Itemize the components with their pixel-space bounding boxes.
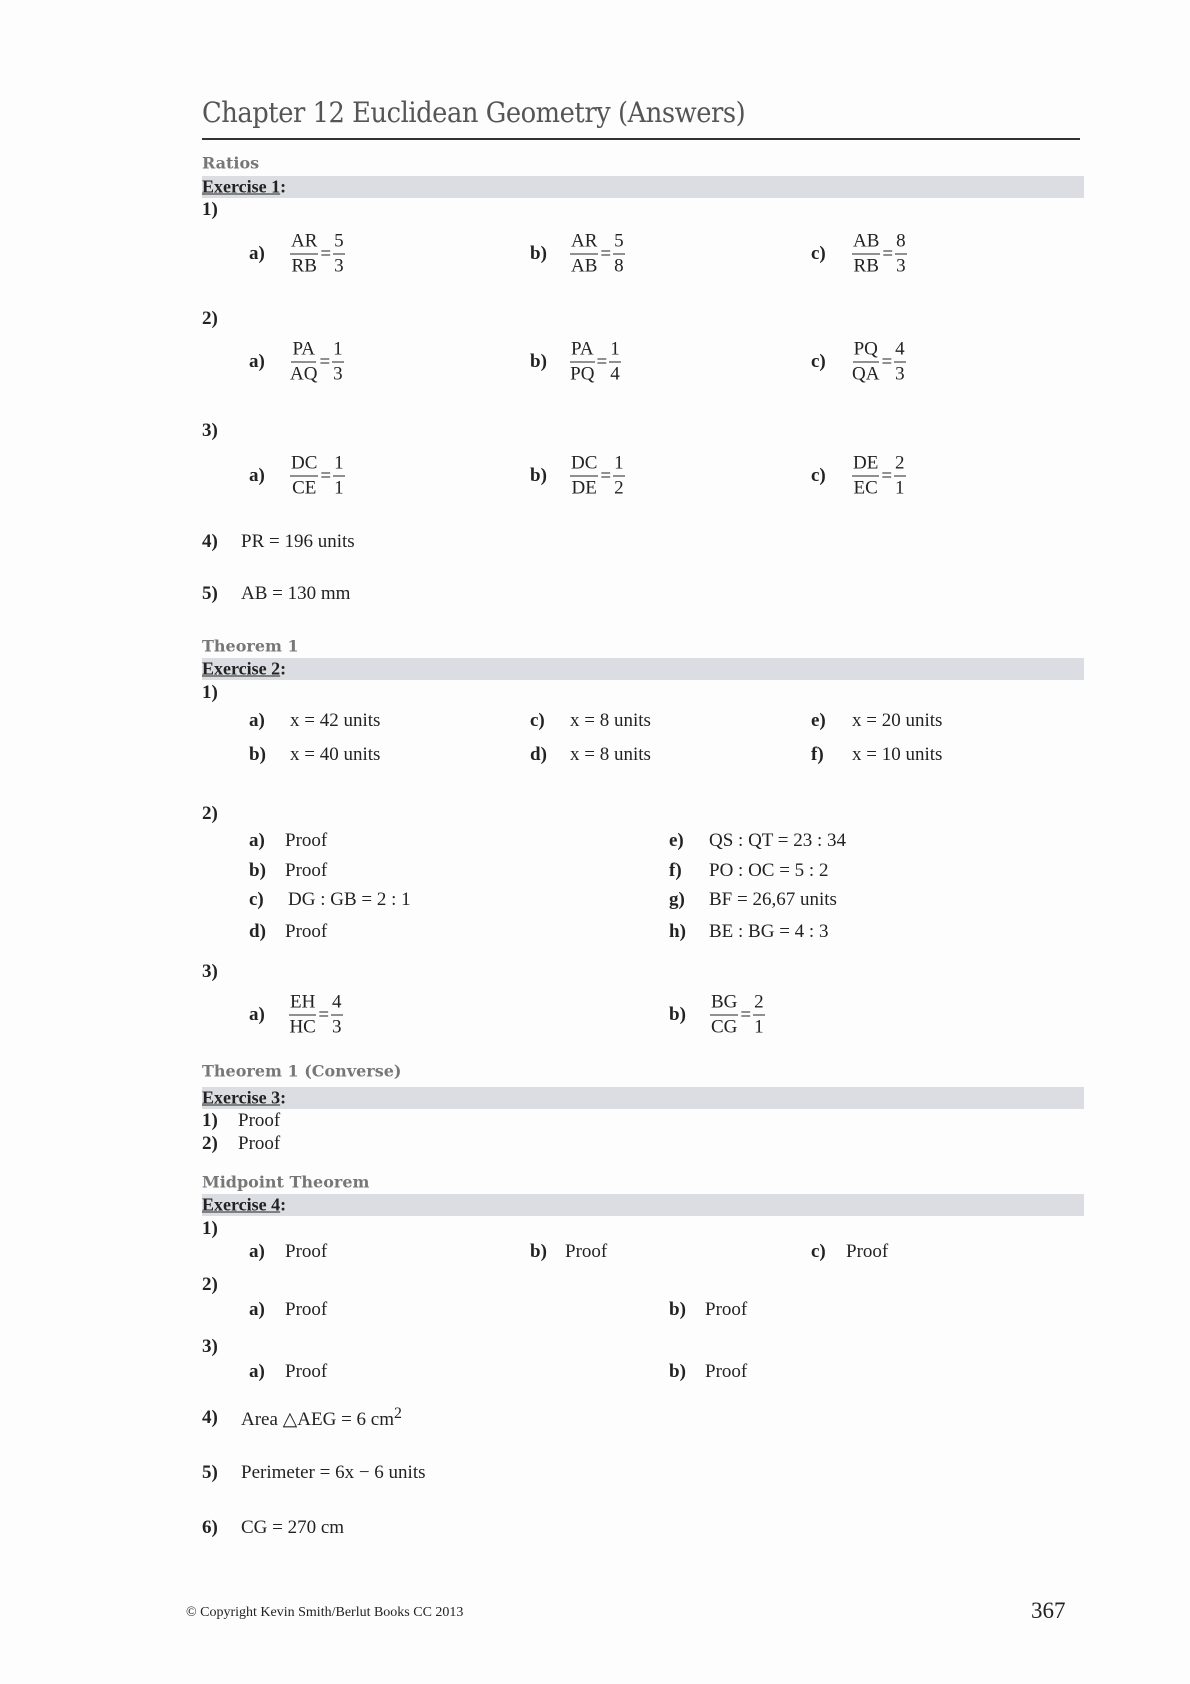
answer-text: Proof: [705, 1299, 748, 1320]
answer-main: Area △AEG = 6 cm: [241, 1409, 395, 1431]
answer-label: d): [530, 744, 547, 765]
fraction-equation: [852, 338, 906, 387]
exercise-title: Exercise 3: [202, 1087, 281, 1108]
fraction-equation: [570, 338, 621, 387]
denominator: QA: [852, 363, 880, 385]
answer-text: Proof: [285, 1241, 328, 1262]
ratio-fraction: [852, 230, 880, 279]
question-number: 2): [202, 308, 218, 329]
ratio-fraction: [570, 452, 598, 501]
answer-text: Perimeter = 6x − 6 units: [241, 1462, 426, 1483]
ratio-fraction: [290, 452, 318, 501]
denominator: 2: [614, 477, 624, 499]
answer-label: b): [530, 243, 547, 264]
answer-label: c): [811, 465, 826, 486]
question-number: 1): [202, 1110, 218, 1131]
answer-text: Proof: [238, 1110, 281, 1131]
numerator: EH: [289, 991, 316, 1016]
answer-text: DG : GB = 2 : 1: [288, 889, 411, 910]
answer-label: g): [669, 889, 685, 910]
equals-sign: =: [600, 243, 612, 264]
answer-text: Proof: [285, 830, 328, 851]
question-number: 1): [202, 682, 218, 703]
answer-text: CG = 270 cm: [241, 1517, 345, 1538]
exercise-bar: [202, 1087, 1084, 1109]
denominator: 3: [334, 255, 344, 277]
question-number: 2): [202, 1133, 218, 1154]
ratio-fraction: [710, 991, 738, 1040]
numerator: 4: [331, 991, 343, 1016]
colon: :: [280, 176, 287, 197]
section-heading-ratios: Ratios: [202, 153, 260, 173]
numerator: 5: [613, 230, 625, 255]
question-number: 1): [202, 1218, 218, 1239]
value-fraction: [894, 338, 906, 387]
equals-sign: =: [740, 1004, 752, 1025]
superscript: 2: [394, 1404, 402, 1422]
fraction-equation: [290, 452, 345, 501]
page-title: Chapter 12 Euclidean Geometry (Answers): [202, 96, 746, 129]
numerator: DE: [852, 452, 879, 477]
value-fraction: [895, 230, 907, 279]
section-heading-midpoint: Midpoint Theorem: [202, 1172, 370, 1192]
numerator: DC: [570, 452, 598, 477]
numerator: 2: [894, 452, 906, 477]
answer-text: BE : BG = 4 : 3: [709, 921, 829, 942]
answer-text: [241, 1405, 402, 1431]
colon: :: [280, 1087, 287, 1108]
fraction-equation: [852, 230, 907, 279]
fraction-equation: [570, 230, 625, 279]
question-number: 4): [202, 531, 218, 552]
denominator: 1: [895, 477, 905, 499]
denominator: 1: [334, 477, 344, 499]
title-rule: [202, 138, 1080, 140]
answer-label: a): [249, 1241, 265, 1262]
ratio-fraction: [290, 230, 318, 279]
exercise-title: Exercise 1: [202, 176, 281, 197]
answer-label: a): [249, 710, 265, 731]
ratio-fraction: [289, 991, 316, 1040]
denominator: RB: [291, 255, 317, 277]
denominator: 1: [754, 1016, 764, 1038]
question-number: 5): [202, 583, 218, 604]
denominator: EC: [853, 477, 878, 499]
answer-label: h): [669, 921, 686, 942]
answer-text: AB = 130 mm: [241, 583, 351, 604]
answer-text: x = 42 units: [290, 710, 381, 731]
answer-text: x = 8 units: [570, 744, 651, 765]
numerator: PQ: [853, 338, 879, 363]
equals-sign: =: [320, 243, 332, 264]
equals-sign: =: [596, 351, 608, 372]
value-fraction: [894, 452, 906, 501]
answer-label: a): [249, 465, 265, 486]
ratio-fraction: [570, 230, 598, 279]
ratio-fraction: [852, 338, 879, 387]
answer-label: c): [530, 710, 545, 731]
denominator: AB: [571, 255, 598, 277]
answer-text: BF = 26,67 units: [709, 889, 837, 910]
answer-label: b): [249, 860, 266, 881]
numerator: PA: [291, 338, 316, 363]
question-number: 3): [202, 961, 218, 982]
section-heading-theorem-1: Theorem 1: [202, 636, 299, 656]
exercise-3-heading: [202, 1088, 286, 1109]
numerator: 4: [894, 338, 906, 363]
answer-text: Proof: [285, 1361, 328, 1382]
numerator: 1: [333, 452, 345, 477]
numerator: 8: [895, 230, 907, 255]
copyright-footer: © Copyright Kevin Smith/Berlut Books CC 2013: [186, 1605, 464, 1620]
answer-text: PR = 196 units: [241, 531, 355, 552]
question-number: 3): [202, 1336, 218, 1357]
numerator: 1: [613, 452, 625, 477]
numerator: 1: [332, 338, 344, 363]
numerator: 5: [333, 230, 345, 255]
denominator: 3: [896, 255, 906, 277]
section-heading-converse: Theorem 1 (Converse): [202, 1061, 402, 1081]
numerator: 1: [609, 338, 621, 363]
answer-text: Proof: [565, 1241, 608, 1262]
answer-label: c): [811, 1241, 826, 1262]
value-fraction: [333, 230, 345, 279]
answer-label: c): [811, 351, 826, 372]
denominator: DE: [571, 477, 597, 499]
denominator: 8: [614, 255, 624, 277]
fraction-equation: [710, 991, 765, 1040]
denominator: RB: [853, 255, 879, 277]
answer-label: a): [249, 1299, 265, 1320]
ratio-fraction: [852, 452, 879, 501]
numerator: AR: [570, 230, 598, 255]
ratio-fraction: [570, 338, 595, 387]
answer-label: a): [249, 351, 265, 372]
answer-text: Proof: [238, 1133, 281, 1154]
value-fraction: [332, 338, 344, 387]
exercise-title: Exercise 2: [202, 658, 281, 679]
denominator: HC: [289, 1016, 316, 1038]
value-fraction: [333, 452, 345, 501]
answer-label: b): [669, 1004, 686, 1025]
denominator: 4: [610, 363, 620, 385]
answer-label: c): [249, 889, 264, 910]
exercise-1-heading: [202, 177, 286, 198]
answer-label: a): [249, 1004, 265, 1025]
answer-label: a): [249, 1361, 265, 1382]
numerator: AR: [290, 230, 318, 255]
answer-label: e): [669, 830, 684, 851]
page-number: 367: [1031, 1598, 1066, 1623]
numerator: DC: [290, 452, 318, 477]
value-fraction: [609, 338, 621, 387]
answer-text: x = 10 units: [852, 744, 943, 765]
answer-label: b): [530, 351, 547, 372]
question-number: 5): [202, 1462, 218, 1483]
answer-label: b): [669, 1299, 686, 1320]
value-fraction: [753, 991, 765, 1040]
exercise-bar: [202, 658, 1084, 680]
answer-text: PO : OC = 5 : 2: [709, 860, 829, 881]
answer-label: a): [249, 830, 265, 851]
denominator: CE: [292, 477, 317, 499]
answer-text: Proof: [285, 1299, 328, 1320]
answer-label: f): [669, 860, 682, 881]
equals-sign: =: [600, 465, 612, 486]
question-number: 3): [202, 420, 218, 441]
question-number: 4): [202, 1407, 218, 1428]
exercise-bar: [202, 176, 1084, 198]
equals-sign: =: [881, 465, 893, 486]
answer-label: b): [530, 1241, 547, 1262]
fraction-equation: [570, 452, 625, 501]
answer-text: Proof: [285, 921, 328, 942]
numerator: 2: [753, 991, 765, 1016]
denominator: 3: [333, 363, 343, 385]
fraction-equation: [290, 230, 345, 279]
value-fraction: [613, 230, 625, 279]
fraction-equation: [289, 991, 343, 1040]
exercise-2-heading: [202, 659, 286, 680]
denominator: AQ: [290, 363, 318, 385]
answer-text: Proof: [285, 860, 328, 881]
exercise-title: Exercise 4: [202, 1194, 281, 1215]
equals-sign: =: [319, 351, 331, 372]
answer-label: b): [530, 465, 547, 486]
denominator: 3: [332, 1016, 342, 1038]
answer-label: b): [249, 744, 266, 765]
denominator: 3: [895, 363, 905, 385]
equals-sign: =: [882, 243, 894, 264]
answer-text: Proof: [846, 1241, 889, 1262]
denominator: PQ: [570, 363, 595, 385]
answer-text: x = 20 units: [852, 710, 943, 731]
question-number: 1): [202, 199, 218, 220]
value-fraction: [331, 991, 343, 1040]
answer-label: a): [249, 243, 265, 264]
colon: :: [280, 1194, 287, 1215]
value-fraction: [613, 452, 625, 501]
fraction-equation: [290, 338, 344, 387]
equals-sign: =: [318, 1004, 330, 1025]
exercise-4-heading: [202, 1195, 286, 1216]
answer-label: f): [811, 744, 824, 765]
denominator: CG: [711, 1016, 738, 1038]
exercise-bar: [202, 1194, 1084, 1216]
fraction-equation: [852, 452, 906, 501]
answer-text: x = 40 units: [290, 744, 381, 765]
answer-label: c): [811, 243, 826, 264]
answer-text: Proof: [705, 1361, 748, 1382]
answer-label: d): [249, 921, 266, 942]
answer-text: x = 8 units: [570, 710, 651, 731]
numerator: AB: [852, 230, 880, 255]
question-number: 2): [202, 803, 218, 824]
equals-sign: =: [881, 351, 893, 372]
answer-label: b): [669, 1361, 686, 1382]
answer-text: QS : QT = 23 : 34: [709, 830, 847, 851]
ratio-fraction: [290, 338, 317, 387]
numerator: BG: [710, 991, 738, 1016]
question-number: 2): [202, 1274, 218, 1295]
numerator: PA: [570, 338, 595, 363]
equals-sign: =: [320, 465, 332, 486]
colon: :: [280, 658, 287, 679]
question-number: 6): [202, 1517, 218, 1538]
answer-label: e): [811, 710, 826, 731]
